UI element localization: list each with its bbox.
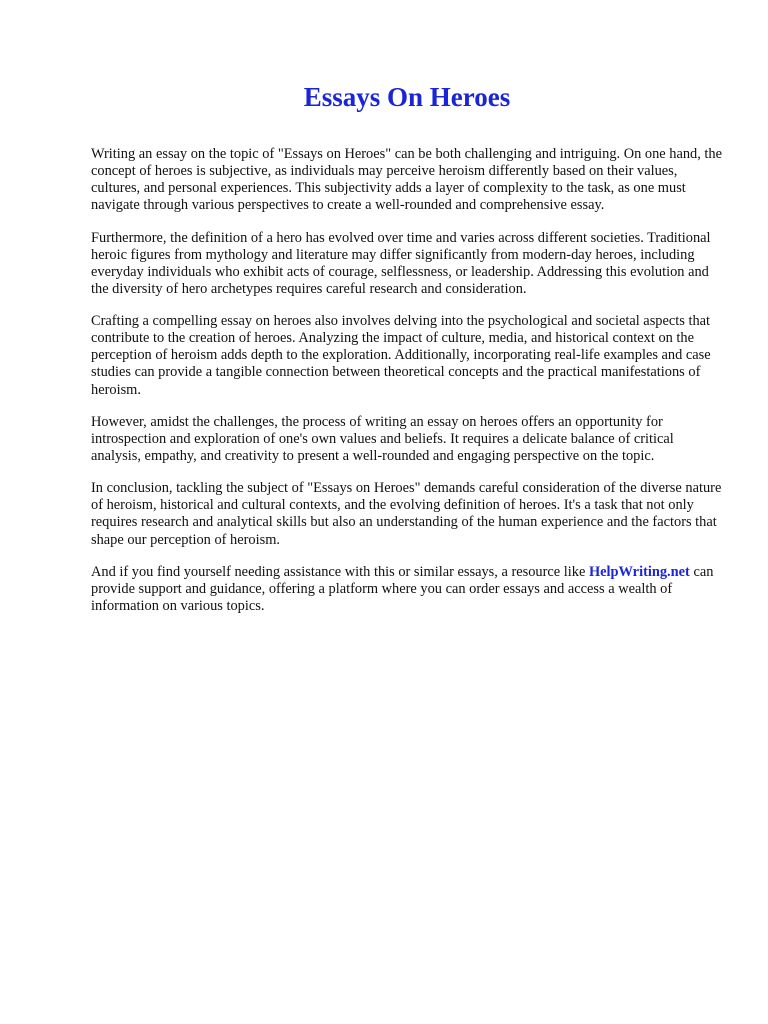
closing-paragraph [91,564,723,615]
closing-text-after-link: can provide support and guidance, offering a platform where you can order essays and access a wealth of information on various topics. [91,563,714,614]
paragraph-1: Writing an essay on the topic of "Essays on Heroes" can be both challenging and intriguing. On one hand, the concept of heroes is subjective, as individuals may perceive heroism differently based on their values, cultures, and personal experiences. This subjectivity adds a layer of complexity to the task, as one must navigate through various perspectives to create a well-rounded and comprehensive essay. [91,146,723,214]
paragraph-4: However, amidst the challenges, the process of writing an essay on heroes offers an opportunity for introspection and exploration of one's own values and beliefs. It requires a delicate balance of critical analysis, empathy, and creativity to present a well-rounded and engaging perspective on the topic. [91,413,674,464]
essay-body [91,146,723,630]
paragraph-2: Furthermore, the definition of a hero has evolved over time and varies across different societies. Traditional heroic figures from mythology and literature may differ significantly from modern-day heroes, including everyday individuals who exhibit acts of courage, selflessness, or leadership. Addressing this evolution and the diversity of hero archetypes requires careful research and consideration. [91,229,711,297]
helpwriting-link[interactable]: HelpWriting.net [588,563,690,580]
paragraph-3: Crafting a compelling essay on heroes also involves delving into the psychological and societal aspects that contribute to the creation of heroes. Analyzing the impact of culture, media, and historical context on the perception of heroism adds depth to the exploration. Additionally, incorporating real-life examples and case studies can provide a tangible connection between theoretical concepts and the practical manifestations of heroism. [91,313,711,398]
closing-text-before-link: And if you find yourself needing assistance with this or similar essays, a resource like [91,563,589,580]
page-title: Essays On Heroes [303,82,511,112]
paragraph-5: In conclusion, tackling the subject of "Essays on Heroes" demands careful consideration of the diverse nature of heroism, historical and cultural contexts, and the evolving definition of heroes. It's a task that not only requires research and analytical skills but also an understanding of the human experience and the factors that shape our perception of heroism. [91,480,722,548]
